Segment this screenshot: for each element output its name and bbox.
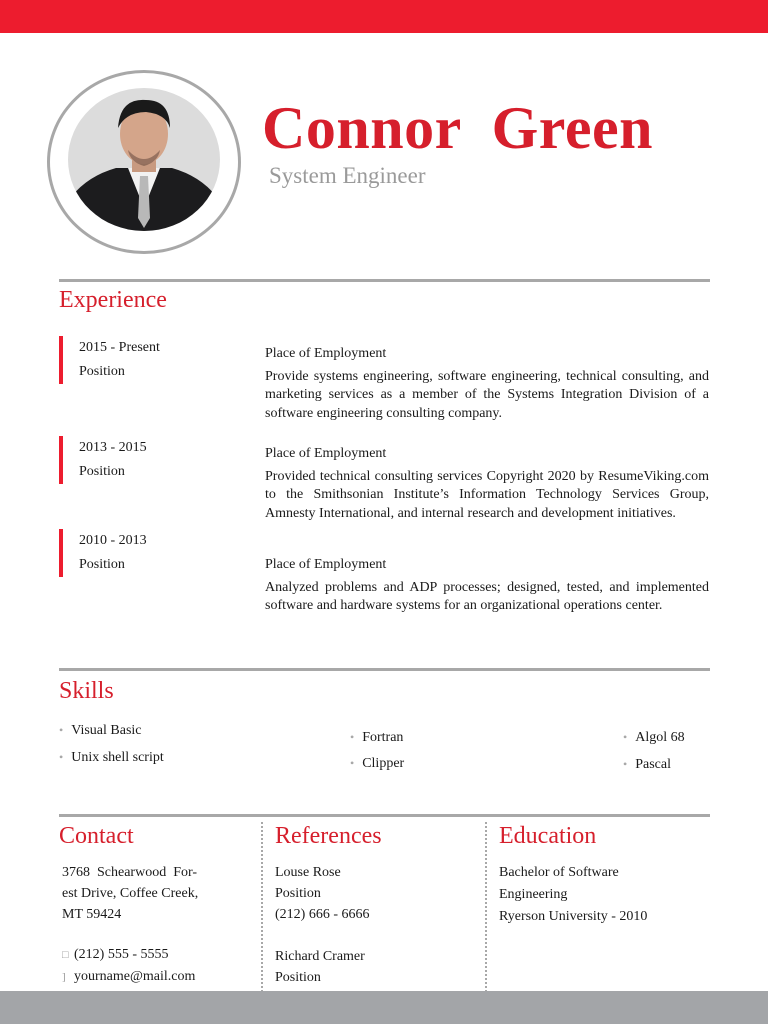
degree: Engineering (499, 887, 568, 902)
reference-name: Louse Rose (275, 865, 341, 880)
bottom-footer-bar (0, 991, 768, 1024)
date-range: 2013 - 2015 (79, 440, 147, 455)
date-range: 2010 - 2013 (79, 533, 147, 548)
column-divider (261, 822, 263, 992)
references-heading: References (275, 823, 382, 849)
address-line: est Drive, Coffee Creek, (62, 886, 199, 901)
degree: Bachelor of Software (499, 865, 619, 880)
position-label: Position (79, 364, 125, 379)
experience-entry-3 (265, 556, 709, 616)
candidate-name: Connor Green (262, 95, 653, 161)
school: Ryerson University - 2010 (499, 909, 648, 924)
date-range: 2015 - Present (79, 340, 160, 355)
skill-item: • Unix shell script (59, 750, 164, 765)
experience-entry-2 (265, 445, 709, 523)
position-label: Position (79, 557, 125, 572)
skill-item: • Visual Basic (59, 723, 142, 738)
references-list (275, 862, 475, 988)
reference-position: Position (275, 886, 321, 901)
experience-dates-1 (59, 336, 160, 384)
divider (59, 668, 710, 671)
divider (59, 279, 710, 282)
email-row: ] yourname@mail.com (62, 966, 222, 988)
experience-dates-2 (59, 436, 147, 484)
skill-item: • Pascal (623, 757, 671, 772)
education-details (499, 862, 709, 928)
experience-heading: Experience (59, 287, 167, 313)
phone-row: □ (212) 555 - 5555 (62, 944, 222, 966)
contact-heading: Contact (59, 823, 134, 849)
address-line: MT 59424 (62, 907, 122, 922)
position-label: Position (79, 464, 125, 479)
education-heading: Education (499, 823, 597, 849)
employer: Place of Employment (265, 557, 387, 572)
email-icon: ] (62, 971, 66, 983)
skill-item: • Clipper (350, 756, 405, 771)
job-description: Provided technical consulting services Copyright 2020 by ResumeViking.com to the Smithsonian Institute’s Information Technology Services Group, Amnesty International, and internal research and development initiatives. (265, 468, 709, 521)
experience-dates-3 (59, 529, 147, 577)
reference-name: Richard Cramer (275, 949, 365, 964)
skill-item: • Fortran (350, 730, 404, 745)
experience-entry-1 (265, 345, 709, 423)
address-line: 3768 Schearwood For- (62, 865, 198, 880)
employer: Place of Employment (265, 346, 387, 361)
job-title: System Engineer (269, 163, 426, 188)
profile-photo (68, 88, 220, 231)
job-description: Provide systems engineering, software engineering, technical consulting, and marketing services as a member of the Systems Integration Division of a software engineering consulting company. (265, 368, 709, 421)
contact-details (62, 862, 222, 1010)
divider (59, 814, 710, 817)
top-accent-bar (0, 0, 768, 33)
employer: Place of Employment (265, 446, 387, 461)
job-description: Analyzed problems and ADP processes; designed, tested, and implemented software and hardware systems for an organizational operations center. (265, 579, 709, 614)
skills-heading: Skills (59, 678, 114, 704)
phone-icon: □ (62, 949, 69, 961)
column-divider (485, 822, 487, 992)
reference-phone: (212) 666 - 6666 (275, 907, 370, 922)
skill-item: • Algol 68 (623, 730, 685, 745)
reference-position: Position (275, 970, 321, 985)
